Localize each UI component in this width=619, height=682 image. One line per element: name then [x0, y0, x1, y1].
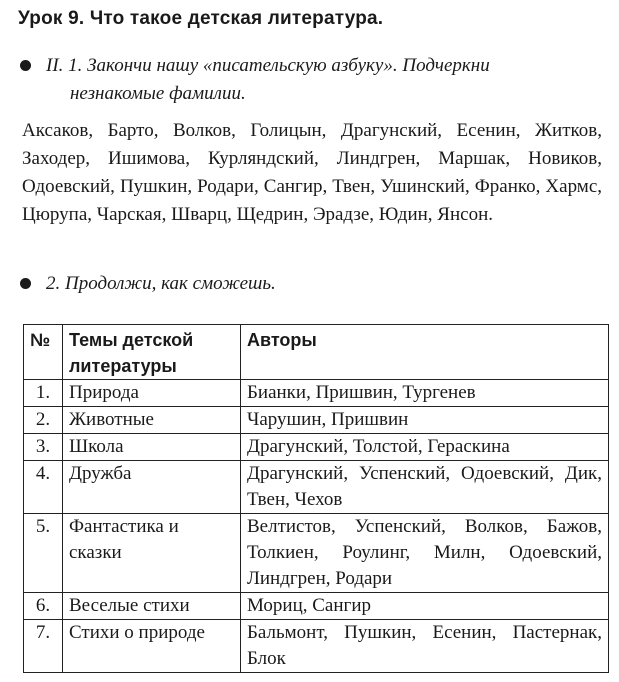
header-authors: Авторы	[241, 325, 609, 380]
row-authors: Чарушин, Пришвин	[241, 407, 609, 434]
row-theme: Дружба	[63, 461, 241, 514]
row-num: 6.	[24, 593, 63, 620]
task-2-line-1: 2. Продолжи, как сможешь.	[46, 273, 276, 294]
row-num: 2.	[24, 407, 63, 434]
row-authors: Мориц, Сангир	[241, 593, 609, 620]
row-num: 5.	[24, 514, 63, 593]
lesson-title: Урок 9. Что такое детская литература.	[18, 8, 384, 29]
task-1-line-1: II. 1. Закончи нашу «писательскую азбуку». Подчеркни	[46, 55, 490, 76]
table-row	[24, 461, 609, 514]
row-theme: Природа	[63, 380, 241, 407]
table-row	[24, 407, 609, 434]
row-theme: Животные	[63, 407, 241, 434]
row-authors: Драгунский, Толстой, Гераскина	[241, 434, 609, 461]
row-theme: Фантастика и сказки	[63, 514, 241, 593]
table-row	[24, 593, 609, 620]
table-row	[24, 620, 609, 673]
row-num: 4.	[24, 461, 63, 514]
row-theme: Веселые стихи	[63, 593, 241, 620]
header-num: №	[24, 325, 63, 380]
row-num: 3.	[24, 434, 63, 461]
bullet-icon	[20, 60, 31, 71]
row-authors: Драгунский, Успенский, Одоевский, Дик, Твен, Чехов	[241, 461, 609, 514]
task-1-line-2: незнакомые фамилии.	[70, 83, 246, 104]
topics-table	[23, 324, 609, 673]
row-authors: Бальмонт, Пушкин, Есенин, Пастернак, Блок	[241, 620, 609, 673]
writer-alphabet-list: Аксаков, Барто, Волков, Голицын, Драгунский, Есенин, Житков, Заходер, Ишимова, Курляндский, Линдгрен, Маршак, Новиков, Одоевский, Пушкин, Родари, Сангир, Твен, Ушинский, Франко, Хармс, Цюрупа, Чарская, Шварц, Щедрин, Эрадзе, Юдин, Янсон.	[22, 120, 602, 225]
table-row	[24, 380, 609, 407]
row-authors: Велтистов, Успенский, Волков, Бажов, Толкиен, Роулинг, Милн, Одоевский, Линдгрен, Родари	[241, 514, 609, 593]
row-theme: Школа	[63, 434, 241, 461]
row-theme: Стихи о природе	[63, 620, 241, 673]
table-row	[24, 434, 609, 461]
task-2-instruction	[20, 270, 610, 298]
table-row	[24, 514, 609, 593]
bullet-icon	[20, 278, 31, 289]
row-num: 7.	[24, 620, 63, 673]
table-header-row	[24, 325, 609, 380]
header-theme: Темы детской литературы	[63, 325, 241, 380]
row-num: 1.	[24, 380, 63, 407]
task-1-instruction	[20, 52, 610, 108]
row-authors: Бианки, Пришвин, Тургенев	[241, 380, 609, 407]
